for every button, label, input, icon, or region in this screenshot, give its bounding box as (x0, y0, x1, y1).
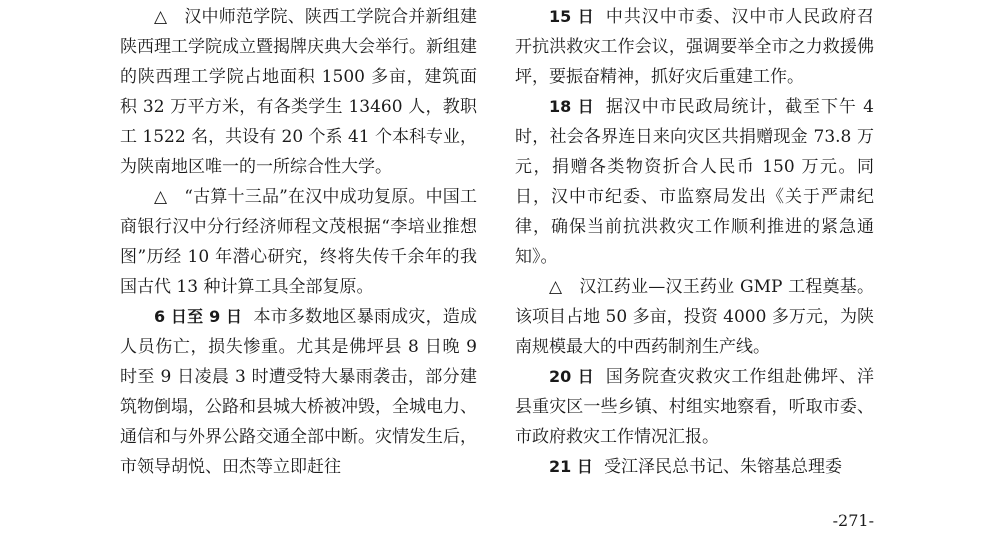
entry-paragraph (515, 2, 874, 92)
entry-text: 国务院查灾救灾工作组赴佛坪、洋县重灾区一些乡镇、村组实地察看，听取市委、市政府救灾工作情况汇报。 (515, 367, 875, 447)
entry-paragraph (120, 2, 477, 182)
triangle-marker: △ (154, 7, 168, 27)
triangle-marker: △ (154, 187, 168, 207)
entry-date: 6 日至 9 日 (154, 307, 243, 326)
right-column (515, 2, 874, 482)
entry-date: 20 日 (549, 367, 595, 386)
left-column (120, 2, 477, 482)
entry-paragraph (515, 272, 874, 362)
entry-paragraph (120, 302, 477, 482)
entry-text: 汉中师范学院、陕西工学院合并新组建陕西理工学院成立暨揭牌庆典大会举行。新组建的陕西理工学院占地面积 1500 多亩，建筑面积 32 万平方米，有各类学生 13460 人，教职工 1522 名，共设有 20 个系 41 个本科专业，为陕南地区唯一的一所综合性大学。 (120, 7, 478, 177)
entry-paragraph (515, 452, 874, 482)
triangle-marker: △ (549, 277, 563, 297)
entry-date: 18 日 (549, 97, 595, 116)
entry-paragraph (515, 362, 874, 452)
entry-text: “古算十三品”在汉中成功复原。中国工商银行汉中分行经济师程文茂根据“李培业推想图”历经 10 年潜心研究，终将失传千余年的我国古代 13 种计算工具全部复原。 (120, 187, 477, 297)
entry-text: 汉江药业—汉王药业 GMP 工程奠基。该项目占地 50 多亩，投资 4000 多万元，为陕南规模最大的中西药制剂生产线。 (515, 277, 875, 357)
entry-date: 15 日 (549, 7, 595, 26)
entry-text: 中共汉中市委、汉中市人民政府召开抗洪救灾工作会议，强调要举全市之力救援佛坪，要振奋精神，抓好灾后重建工作。 (515, 7, 875, 87)
entry-paragraph (120, 182, 477, 302)
entry-paragraph (515, 92, 874, 272)
entry-text: 本市多数地区暴雨成灾，造成人员伤亡，损失惨重。尤其是佛坪县 8 日晚 9 时至 9 日凌晨 3 时遭受特大暴雨袭击，部分建筑物倒塌，公路和县城大桥被冲毁，全城电力、通信和与外界公路交通全部中断。灾情发生后，市领导胡悦、田杰等立即赶往 (120, 307, 478, 477)
entry-text: 据汉中市民政局统计，截至下午 4 时，社会各界连日来向灾区共捐赠现金 73.8 万元，捐赠各类物资折合人民币 150 万元。同日，汉中市纪委、市监察局发出《关于严肃纪律，确保当前抗洪救灾工作顺利推进的紧急通知》。 (515, 97, 874, 267)
entry-text: 受江泽民总书记、朱镕基总理委 (604, 457, 843, 477)
page-number: -271- (832, 511, 874, 530)
entry-date: 21 日 (549, 457, 593, 476)
